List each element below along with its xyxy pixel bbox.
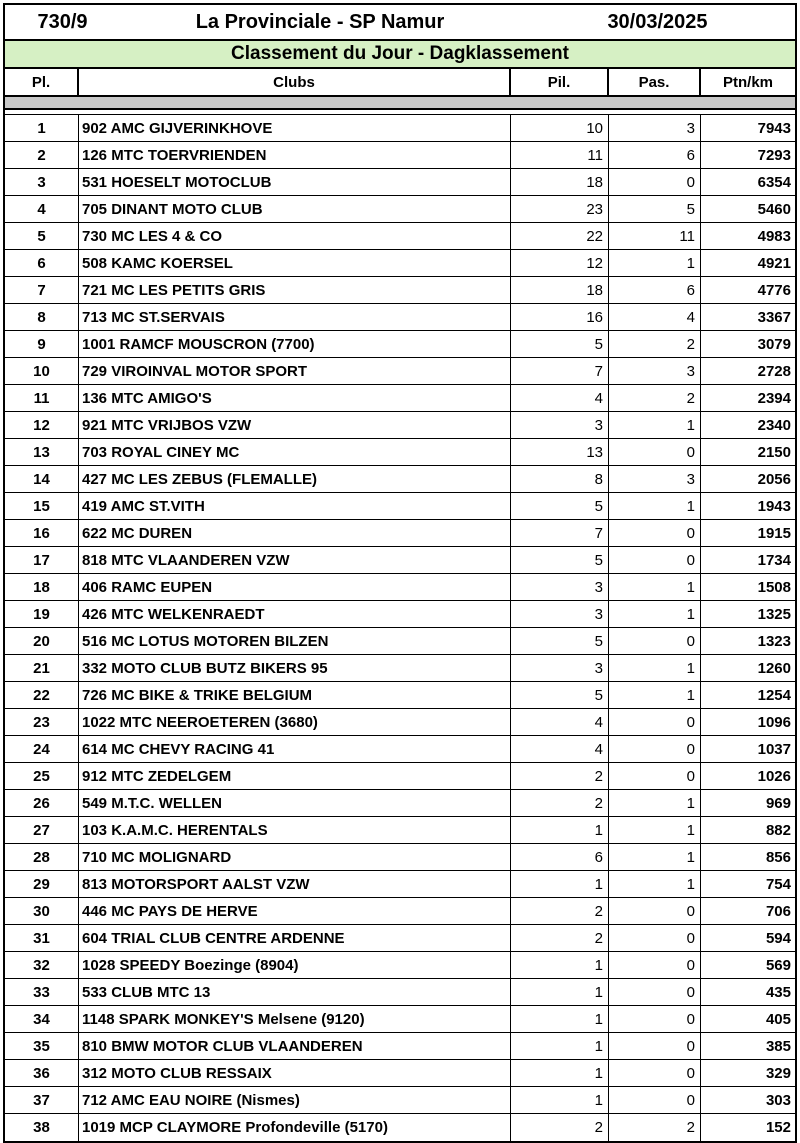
passengers-cell: 0	[609, 736, 701, 762]
club-cell: 705 DINANT MOTO CLUB	[79, 196, 511, 222]
club-cell: 103 K.A.M.C. HERENTALS	[79, 817, 511, 843]
points-cell: 2056	[757, 470, 791, 488]
place-cell: 23	[5, 709, 79, 735]
place-cell: 1	[5, 115, 79, 141]
club-cell: 730 MC LES 4 & CO	[79, 223, 511, 249]
title-row	[5, 5, 795, 41]
pilots-cell: 1	[511, 1087, 609, 1113]
passengers-cell: 1	[609, 412, 701, 438]
passengers-cell: 0	[609, 520, 701, 546]
col-header-passengers: Pas.	[609, 69, 701, 95]
passengers-cell: 1	[609, 574, 701, 600]
club-cell: 446 MC PAYS DE HERVE	[79, 898, 511, 924]
table-row	[5, 1114, 795, 1141]
passengers-cell: 1	[609, 871, 701, 897]
table-row	[5, 142, 795, 169]
points-cell: 754	[765, 875, 791, 893]
table-row	[5, 385, 795, 412]
place-cell: 10	[5, 358, 79, 384]
points-cell: 152	[765, 1119, 791, 1136]
passengers-cell: 0	[609, 439, 701, 465]
club-cell: 508 KAMC KOERSEL	[79, 250, 511, 276]
place-cell: 25	[5, 763, 79, 789]
points-cell: 4921	[757, 254, 791, 272]
passengers-cell: 2	[609, 385, 701, 411]
pilots-cell: 1	[511, 1006, 609, 1032]
pilots-cell: 18	[511, 169, 609, 195]
points-cell: 385	[765, 1037, 791, 1055]
table-row	[5, 250, 795, 277]
club-cell: 712 AMC EAU NOIRE (Nismes)	[79, 1087, 511, 1113]
place-cell: 21	[5, 655, 79, 681]
club-cell: 332 MOTO CLUB BUTZ BIKERS 95	[79, 655, 511, 681]
place-cell: 26	[5, 790, 79, 816]
pilots-cell: 5	[511, 493, 609, 519]
pilots-cell: 18	[511, 277, 609, 303]
club-cell: 912 MTC ZEDELGEM	[79, 763, 511, 789]
table-row	[5, 979, 795, 1006]
place-cell: 2	[5, 142, 79, 168]
club-cell: 818 MTC VLAANDEREN VZW	[79, 547, 511, 573]
club-cell: 604 TRIAL CLUB CENTRE ARDENNE	[79, 925, 511, 951]
place-cell: 27	[5, 817, 79, 843]
club-cell: 1001 RAMCF MOUSCRON (7700)	[79, 331, 511, 357]
pilots-cell: 4	[511, 709, 609, 735]
pilots-cell: 4	[511, 736, 609, 762]
pilots-cell: 5	[511, 331, 609, 357]
passengers-cell: 0	[609, 898, 701, 924]
passengers-cell: 0	[609, 709, 701, 735]
passengers-cell: 1	[609, 844, 701, 870]
points-cell: 1325	[757, 605, 791, 623]
passengers-cell: 5	[609, 196, 701, 222]
table-row	[5, 871, 795, 898]
table-row	[5, 1060, 795, 1087]
club-cell: 614 MC CHEVY RACING 41	[79, 736, 511, 762]
passengers-cell: 3	[609, 358, 701, 384]
club-cell: 1022 MTC NEEROETEREN (3680)	[79, 709, 511, 735]
points-cell: 6354	[757, 173, 791, 191]
place-cell: 34	[5, 1006, 79, 1032]
table-row	[5, 520, 795, 547]
points-cell: 329	[765, 1064, 791, 1082]
ranking-table-body	[5, 115, 795, 1141]
passengers-cell: 0	[609, 1033, 701, 1059]
pilots-cell: 4	[511, 385, 609, 411]
points-cell: 1254	[757, 686, 791, 704]
pilots-cell: 13	[511, 439, 609, 465]
club-cell: 531 HOESELT MOTOCLUB	[79, 169, 511, 195]
pilots-cell: 16	[511, 304, 609, 330]
table-row	[5, 169, 795, 196]
club-cell: 810 BMW MOTOR CLUB VLAANDEREN	[79, 1033, 511, 1059]
points-cell: 5460	[757, 200, 791, 218]
points-cell: 1323	[757, 632, 791, 650]
passengers-cell: 1	[609, 655, 701, 681]
points-cell: 7293	[757, 146, 791, 164]
club-cell: 721 MC LES PETITS GRIS	[79, 277, 511, 303]
passengers-cell: 6	[609, 277, 701, 303]
pilots-cell: 3	[511, 574, 609, 600]
passengers-cell: 0	[609, 1006, 701, 1032]
points-cell: 3079	[757, 335, 791, 353]
points-cell: 435	[765, 983, 791, 1001]
points-cell: 569	[765, 956, 791, 974]
table-row	[5, 439, 795, 466]
club-cell: 902 AMC GIJVERINKHOVE	[79, 115, 511, 141]
pilots-cell: 2	[511, 790, 609, 816]
passengers-cell: 0	[609, 547, 701, 573]
club-cell: 406 RAMC EUPEN	[79, 574, 511, 600]
table-row	[5, 817, 795, 844]
col-header-club: Clubs	[79, 69, 511, 95]
table-row	[5, 682, 795, 709]
place-cell: 4	[5, 196, 79, 222]
passengers-cell: 1	[609, 601, 701, 627]
place-cell: 28	[5, 844, 79, 870]
points-cell: 969	[765, 794, 791, 812]
passengers-cell: 0	[609, 763, 701, 789]
club-cell: 703 ROYAL CINEY MC	[79, 439, 511, 465]
pilots-cell: 22	[511, 223, 609, 249]
points-cell: 1037	[757, 740, 791, 758]
pilots-cell: 5	[511, 547, 609, 573]
col-header-pilots: Pil.	[511, 69, 609, 95]
pilots-cell: 11	[511, 142, 609, 168]
pilots-cell: 10	[511, 115, 609, 141]
subtitle-row	[5, 41, 795, 69]
club-cell: 136 MTC AMIGO'S	[79, 385, 511, 411]
points-cell: 856	[765, 848, 791, 866]
points-cell: 4776	[757, 281, 791, 299]
passengers-cell: 6	[609, 142, 701, 168]
passengers-cell: 0	[609, 1060, 701, 1086]
club-cell: 312 MOTO CLUB RESSAIX	[79, 1060, 511, 1086]
club-cell: 726 MC BIKE & TRIKE BELGIUM	[79, 682, 511, 708]
passengers-cell: 1	[609, 790, 701, 816]
place-cell: 32	[5, 952, 79, 978]
place-cell: 7	[5, 277, 79, 303]
table-row	[5, 763, 795, 790]
passengers-cell: 2	[609, 1114, 701, 1141]
points-cell: 1508	[757, 578, 791, 596]
club-cell: 533 CLUB MTC 13	[79, 979, 511, 1005]
club-cell: 427 MC LES ZEBUS (FLEMALLE)	[79, 466, 511, 492]
club-cell: 813 MOTORSPORT AALST VZW	[79, 871, 511, 897]
points-cell: 2728	[757, 362, 791, 380]
club-cell: 419 AMC ST.VITH	[79, 493, 511, 519]
separator-bar	[5, 97, 795, 110]
pilots-cell: 1	[511, 871, 609, 897]
table-row	[5, 304, 795, 331]
place-cell: 19	[5, 601, 79, 627]
table-row	[5, 628, 795, 655]
club-cell: 426 MTC WELKENRAEDT	[79, 601, 511, 627]
place-cell: 12	[5, 412, 79, 438]
points-cell: 1943	[757, 497, 791, 515]
pilots-cell: 2	[511, 925, 609, 951]
place-cell: 11	[5, 385, 79, 411]
table-row	[5, 412, 795, 439]
place-cell: 38	[5, 1114, 79, 1141]
ranking-sheet	[3, 3, 797, 1143]
pilots-cell: 2	[511, 763, 609, 789]
pilots-cell: 12	[511, 250, 609, 276]
place-cell: 18	[5, 574, 79, 600]
table-row	[5, 736, 795, 763]
points-cell: 594	[765, 929, 791, 947]
place-cell: 20	[5, 628, 79, 654]
club-cell: 126 MTC TOERVRIENDEN	[79, 142, 511, 168]
event-name: La Provinciale - SP Namur	[195, 10, 445, 33]
place-cell: 36	[5, 1060, 79, 1086]
table-row	[5, 466, 795, 493]
club-cell: 729 VIROINVAL MOTOR SPORT	[79, 358, 511, 384]
table-row	[5, 952, 795, 979]
passengers-cell: 0	[609, 925, 701, 951]
points-cell: 1096	[757, 713, 791, 731]
club-cell: 622 MC DUREN	[79, 520, 511, 546]
table-row	[5, 790, 795, 817]
table-row	[5, 655, 795, 682]
pilots-cell: 7	[511, 520, 609, 546]
pilots-cell: 3	[511, 655, 609, 681]
table-row	[5, 601, 795, 628]
place-cell: 14	[5, 466, 79, 492]
pilots-cell: 2	[511, 1114, 609, 1141]
place-cell: 29	[5, 871, 79, 897]
club-cell: 1019 MCP CLAYMORE Profondeville (5170)	[79, 1114, 511, 1141]
passengers-cell: 0	[609, 628, 701, 654]
place-cell: 16	[5, 520, 79, 546]
pilots-cell: 23	[511, 196, 609, 222]
place-cell: 30	[5, 898, 79, 924]
points-cell: 2394	[757, 389, 791, 407]
table-row	[5, 844, 795, 871]
place-cell: 9	[5, 331, 79, 357]
passengers-cell: 0	[609, 169, 701, 195]
col-header-points: Ptn/km	[722, 73, 773, 91]
ranking-subtitle: Classement du Jour - Dagklassement	[231, 43, 569, 64]
points-cell: 2150	[757, 443, 791, 461]
place-cell: 15	[5, 493, 79, 519]
place-cell: 6	[5, 250, 79, 276]
passengers-cell: 11	[609, 223, 701, 249]
pilots-cell: 2	[511, 898, 609, 924]
pilots-cell: 1	[511, 1060, 609, 1086]
points-cell: 303	[765, 1091, 791, 1109]
pilots-cell: 6	[511, 844, 609, 870]
pilots-cell: 1	[511, 952, 609, 978]
place-cell: 17	[5, 547, 79, 573]
table-row	[5, 331, 795, 358]
club-cell: 549 M.T.C. WELLEN	[79, 790, 511, 816]
place-cell: 37	[5, 1087, 79, 1113]
club-cell: 713 MC ST.SERVAIS	[79, 304, 511, 330]
table-row	[5, 1087, 795, 1114]
club-cell: 921 MTC VRIJBOS VZW	[79, 412, 511, 438]
points-cell: 405	[765, 1010, 791, 1028]
place-cell: 5	[5, 223, 79, 249]
passengers-cell: 1	[609, 493, 701, 519]
pilots-cell: 3	[511, 601, 609, 627]
club-cell: 710 MC MOLIGNARD	[79, 844, 511, 870]
table-row	[5, 493, 795, 520]
table-row	[5, 358, 795, 385]
passengers-cell: 3	[609, 115, 701, 141]
table-row	[5, 115, 795, 142]
col-header-place: Pl.	[5, 69, 79, 95]
place-cell: 24	[5, 736, 79, 762]
points-cell: 1260	[757, 659, 791, 677]
passengers-cell: 1	[609, 682, 701, 708]
table-row	[5, 196, 795, 223]
points-cell: 4983	[757, 227, 791, 245]
place-cell: 8	[5, 304, 79, 330]
passengers-cell: 4	[609, 304, 701, 330]
table-row	[5, 277, 795, 304]
points-cell: 1026	[757, 767, 791, 785]
place-cell: 31	[5, 925, 79, 951]
passengers-cell: 3	[609, 466, 701, 492]
place-cell: 13	[5, 439, 79, 465]
pilots-cell: 3	[511, 412, 609, 438]
passengers-cell: 0	[609, 979, 701, 1005]
event-code: 730/9	[37, 10, 88, 33]
column-header-row	[5, 69, 795, 97]
club-cell: 1028 SPEEDY Boezinge (8904)	[79, 952, 511, 978]
pilots-cell: 5	[511, 628, 609, 654]
club-cell: 516 MC LOTUS MOTOREN BILZEN	[79, 628, 511, 654]
pilots-cell: 8	[511, 466, 609, 492]
points-cell: 3367	[757, 308, 791, 326]
points-cell: 1734	[757, 551, 791, 569]
passengers-cell: 2	[609, 331, 701, 357]
table-row	[5, 925, 795, 952]
table-row	[5, 898, 795, 925]
passengers-cell: 1	[609, 250, 701, 276]
table-row	[5, 1033, 795, 1060]
place-cell: 22	[5, 682, 79, 708]
pilots-cell: 1	[511, 1033, 609, 1059]
points-cell: 1915	[757, 524, 791, 542]
points-cell: 2340	[757, 416, 791, 434]
points-cell: 706	[765, 902, 791, 920]
table-row	[5, 709, 795, 736]
points-cell: 882	[765, 821, 791, 839]
table-row	[5, 223, 795, 250]
passengers-cell: 0	[609, 1087, 701, 1113]
place-cell: 33	[5, 979, 79, 1005]
table-row	[5, 574, 795, 601]
passengers-cell: 0	[609, 952, 701, 978]
club-cell: 1148 SPARK MONKEY'S Melsene (9120)	[79, 1006, 511, 1032]
passengers-cell: 1	[609, 817, 701, 843]
place-cell: 3	[5, 169, 79, 195]
pilots-cell: 1	[511, 817, 609, 843]
pilots-cell: 1	[511, 979, 609, 1005]
points-cell: 7943	[757, 119, 791, 137]
pilots-cell: 5	[511, 682, 609, 708]
pilots-cell: 7	[511, 358, 609, 384]
place-cell: 35	[5, 1033, 79, 1059]
event-date: 30/03/2025	[607, 10, 708, 33]
table-row	[5, 1006, 795, 1033]
table-row	[5, 547, 795, 574]
